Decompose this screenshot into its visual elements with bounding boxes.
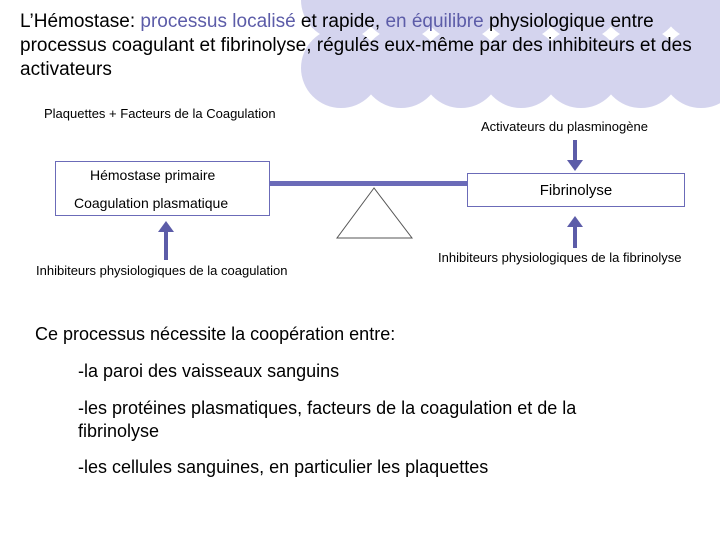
coagulation-inhibitors-label: Inhibiteurs physiologiques de la coagulation [36,263,288,278]
bullet-plasma-proteins: -les protéines plasmatiques, facteurs de la coagulation et de la fibrinolyse [78,398,577,441]
title-highlight-equilibre: en équilibre [385,11,484,32]
right-inhibitor-arrow [567,216,583,248]
bullet-blood-cells: -les cellules sanguines, en particulier les plaquettes [78,457,489,477]
plasminogen-activators-label: Activateurs du plasminogène [481,119,648,134]
plasma-coagulation-label: Coagulation plasmatique [74,195,229,211]
title-part-5: physiologique entre processus coagulant et fibrinolyse, régulés eux-même par des inhibiteurs et des activateurs [20,11,692,80]
title-part-3: et rapide, [295,11,386,32]
platelets-factors-label: Plaquettes + Facteurs de la Coagulation [44,106,276,121]
title-highlight-localise: processus localisé [140,11,296,32]
primary-hemostasis-label: Hémostase primaire [90,167,216,183]
fibrinolysis-inhibitors-label: Inhibiteurs physiologiques de la fibrinolyse [438,250,682,265]
cooperation-intro: Ce processus nécessite la coopération entre: [35,324,396,344]
title-part-1: L’Hémostase: [20,11,141,32]
fibrinolysis-label: Fibrinolyse [539,182,613,199]
left-inhibitor-arrow [158,221,174,260]
balance-beam [270,181,470,186]
right-activator-arrow [567,140,583,171]
fulcrum-triangle [337,188,412,238]
bullet-vessel-wall: -la paroi des vaisseaux sanguins [78,361,340,381]
